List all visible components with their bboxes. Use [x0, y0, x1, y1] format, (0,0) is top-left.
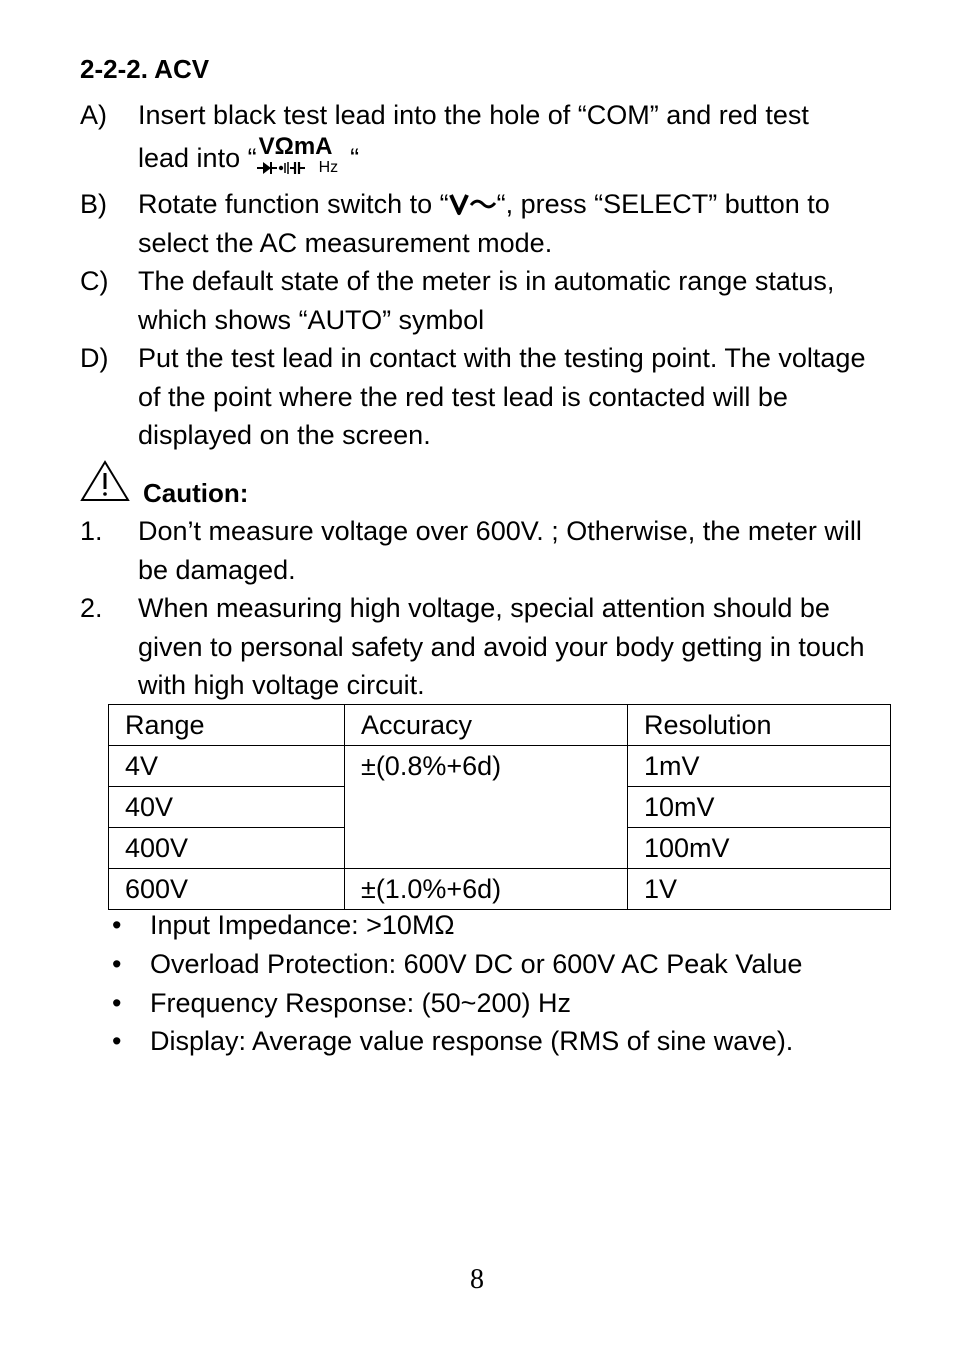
step-text-line: which shows “AUTO” symbol [138, 304, 485, 335]
step-text-line: displayed on the screen. [138, 420, 431, 451]
range-cell: 400V [109, 828, 345, 869]
range-cell: 4V [109, 746, 345, 787]
caution-title: Caution: [143, 478, 249, 508]
bullet-icon: • [112, 910, 122, 940]
step-c [80, 262, 920, 342]
table-header: Range [109, 705, 345, 746]
caution-text-line: be damaged. [138, 554, 296, 585]
note-text: Frequency Response: (50~200) Hz [150, 987, 571, 1018]
terminal-label: VΩmA [258, 132, 333, 160]
range-cell: 600V [109, 869, 345, 910]
step-text-line: lead into “ [138, 142, 257, 173]
caution-text-line: When measuring high voltage, special attention should be [138, 593, 830, 623]
terminal-hz: Hz [318, 158, 339, 176]
caution-marker: 2. [80, 593, 103, 623]
accuracy-cell: ±(1.0%+6d) [345, 869, 628, 910]
caution-item-2 [80, 589, 920, 709]
step-text-line: select the AC measurement mode. [138, 227, 553, 258]
step-b [80, 185, 920, 265]
table-header: Accuracy [345, 705, 628, 746]
section-heading: 2-2-2. ACV [80, 54, 210, 84]
caution-text-line: given to personal safety and avoid your body getting in touch [138, 631, 865, 662]
step-text-line: Insert black test lead into the hole of “COM” and red test [138, 100, 809, 130]
step-marker: B) [80, 189, 107, 219]
resolution-cell: 1V [628, 869, 891, 910]
terminal-symbol [257, 132, 343, 177]
bullet-icon: • [112, 948, 122, 979]
accuracy-cell: ±(0.8%+6d) [345, 746, 628, 869]
note-text: Display: Average value response (RMS of sine wave). [150, 1026, 794, 1057]
step-marker: C) [80, 266, 109, 296]
ac-voltage-icon [449, 192, 497, 216]
bullet-icon: • [112, 987, 122, 1018]
note-text: Input Impedance: >10MΩ [150, 910, 455, 940]
caution-marker: 1. [80, 516, 103, 546]
spec-table [108, 704, 891, 910]
table-header-row [109, 705, 891, 746]
warning-triangle-icon [80, 460, 130, 502]
table-header: Resolution [628, 705, 891, 746]
caution-text-line: Don’t measure voltage over 600V. ; Otherwise, the meter will [138, 516, 862, 546]
step-text-line: Rotate function switch to “ [138, 189, 449, 219]
note-text: Overload Protection: 600V DC or 600V AC Peak Value [150, 948, 803, 979]
step-marker: A) [80, 100, 107, 130]
step-text-line: Put the test lead in contact with the testing point. The voltage [138, 343, 866, 373]
step-d [80, 339, 920, 459]
step-text-line: “ [342, 142, 360, 173]
bullet-icon: • [112, 1026, 122, 1057]
step-marker: D) [80, 343, 109, 373]
table-row [109, 869, 891, 910]
resolution-cell: 100mV [628, 828, 891, 869]
step-text-line: The default state of the meter is in automatic range status, [138, 266, 835, 296]
resolution-cell: 10mV [628, 787, 891, 828]
table-row [109, 746, 891, 787]
step-a [80, 96, 920, 176]
step-text-line: of the point where the red test lead is contacted will be [138, 381, 788, 412]
range-cell: 40V [109, 787, 345, 828]
caution-text-line: with high voltage circuit. [138, 670, 425, 701]
resolution-cell: 1mV [628, 746, 891, 787]
caution-item-1 [80, 512, 920, 592]
step-text-line: “, press “SELECT” button to [496, 189, 830, 219]
page-number: 8 [470, 1264, 484, 1295]
